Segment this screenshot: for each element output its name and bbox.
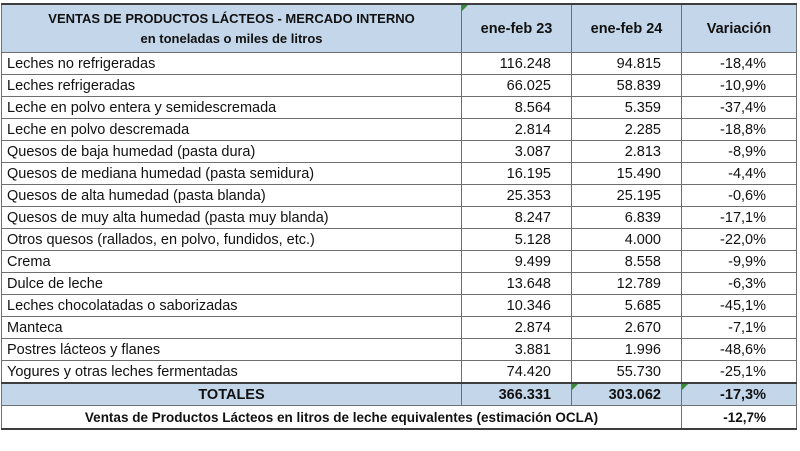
product-name: Leches no refrigeradas	[2, 53, 462, 75]
value-2024: 55.730	[572, 361, 682, 384]
table-row	[2, 53, 797, 75]
table-row	[2, 97, 797, 119]
table-row	[2, 119, 797, 141]
totals-2023: 366.331	[462, 383, 572, 406]
product-name: Quesos de mediana humedad (pasta semidura)	[2, 163, 462, 185]
value-2023: 10.346	[462, 295, 572, 317]
variation-value: -18,4%	[682, 53, 797, 75]
value-2024: 6.839	[572, 207, 682, 229]
column-header-2024	[572, 4, 682, 53]
value-2023: 116.248	[462, 53, 572, 75]
value-2024: 8.558	[572, 251, 682, 273]
column-header-2024-label: ene-feb 24	[590, 20, 663, 37]
column-header-2023-label: ene-feb 23	[480, 20, 553, 37]
title-line-1: VENTAS DE PRODUCTOS LÁCTEOS - MERCADO INTERNO	[48, 10, 415, 26]
value-2024: 5.685	[572, 295, 682, 317]
value-2023: 25.353	[462, 185, 572, 207]
table-row	[2, 339, 797, 361]
table-row	[2, 229, 797, 251]
product-name: Leches chocolatadas o saborizadas	[2, 295, 462, 317]
value-2024: 58.839	[572, 75, 682, 97]
variation-value: -17,1%	[682, 207, 797, 229]
value-2024: 5.359	[572, 97, 682, 119]
table-row	[2, 163, 797, 185]
totals-row	[2, 383, 797, 406]
value-2023: 13.648	[462, 273, 572, 295]
product-name: Manteca	[2, 317, 462, 339]
table-row	[2, 207, 797, 229]
cell-marker-icon	[572, 384, 578, 390]
product-name: Dulce de leche	[2, 273, 462, 295]
column-header-variation	[682, 4, 797, 53]
value-2023: 5.128	[462, 229, 572, 251]
product-name: Otros quesos (rallados, en polvo, fundidos, etc.)	[2, 229, 462, 251]
value-2024: 2.813	[572, 141, 682, 163]
footer-label: Ventas de Productos Lácteos en litros de leche equivalentes (estimación OCLA)	[2, 406, 682, 430]
value-2023: 8.564	[462, 97, 572, 119]
value-2023: 66.025	[462, 75, 572, 97]
value-2024: 4.000	[572, 229, 682, 251]
value-2023: 2.874	[462, 317, 572, 339]
variation-value: -8,9%	[682, 141, 797, 163]
table-title	[2, 4, 462, 53]
variation-value: -7,1%	[682, 317, 797, 339]
title-line-2: en toneladas o miles de litros	[140, 30, 323, 46]
totals-variation	[682, 383, 797, 406]
value-2024: 12.789	[572, 273, 682, 295]
header-row	[2, 4, 797, 53]
product-name: Leche en polvo entera y semidescremada	[2, 97, 462, 119]
variation-value: -4,4%	[682, 163, 797, 185]
product-name: Crema	[2, 251, 462, 273]
table-row	[2, 185, 797, 207]
variation-value: -37,4%	[682, 97, 797, 119]
footer-variation: -12,7%	[682, 406, 797, 430]
product-name: Leche en polvo descremada	[2, 119, 462, 141]
product-name: Postres lácteos y flanes	[2, 339, 462, 361]
value-2023: 3.881	[462, 339, 572, 361]
value-2024: 25.195	[572, 185, 682, 207]
value-2024: 1.996	[572, 339, 682, 361]
value-2024: 2.670	[572, 317, 682, 339]
totals-variation-value: -17,3%	[720, 386, 766, 403]
variation-value: -18,8%	[682, 119, 797, 141]
totals-2024-value: 303.062	[608, 386, 661, 403]
value-2024: 2.285	[572, 119, 682, 141]
variation-value: -48,6%	[682, 339, 797, 361]
totals-2024	[572, 383, 682, 406]
variation-value: -22,0%	[682, 229, 797, 251]
table-row	[2, 75, 797, 97]
table-row	[2, 361, 797, 384]
variation-value: -6,3%	[682, 273, 797, 295]
footer-row	[2, 406, 797, 430]
table-row	[2, 273, 797, 295]
value-2023: 3.087	[462, 141, 572, 163]
product-name: Leches refrigeradas	[2, 75, 462, 97]
value-2023: 9.499	[462, 251, 572, 273]
table-row	[2, 295, 797, 317]
table-row	[2, 251, 797, 273]
value-2023: 8.247	[462, 207, 572, 229]
value-2023: 2.814	[462, 119, 572, 141]
table-row	[2, 317, 797, 339]
cell-marker-icon	[462, 5, 468, 11]
variation-value: -25,1%	[682, 361, 797, 384]
table-row	[2, 141, 797, 163]
product-name: Yogures y otras leches fermentadas	[2, 361, 462, 384]
cell-marker-icon	[682, 384, 688, 390]
variation-value: -0,6%	[682, 185, 797, 207]
product-name: Quesos de baja humedad (pasta dura)	[2, 141, 462, 163]
value-2023: 74.420	[462, 361, 572, 384]
value-2024: 94.815	[572, 53, 682, 75]
variation-value: -10,9%	[682, 75, 797, 97]
table-body	[2, 53, 797, 384]
value-2023: 16.195	[462, 163, 572, 185]
variation-value: -9,9%	[682, 251, 797, 273]
column-header-2023	[462, 4, 572, 53]
value-2024: 15.490	[572, 163, 682, 185]
product-name: Quesos de muy alta humedad (pasta muy blanda)	[2, 207, 462, 229]
product-name: Quesos de alta humedad (pasta blanda)	[2, 185, 462, 207]
column-header-variation-label: Variación	[706, 20, 772, 37]
dairy-sales-table	[1, 3, 797, 430]
totals-label: TOTALES	[2, 383, 462, 406]
variation-value: -45,1%	[682, 295, 797, 317]
